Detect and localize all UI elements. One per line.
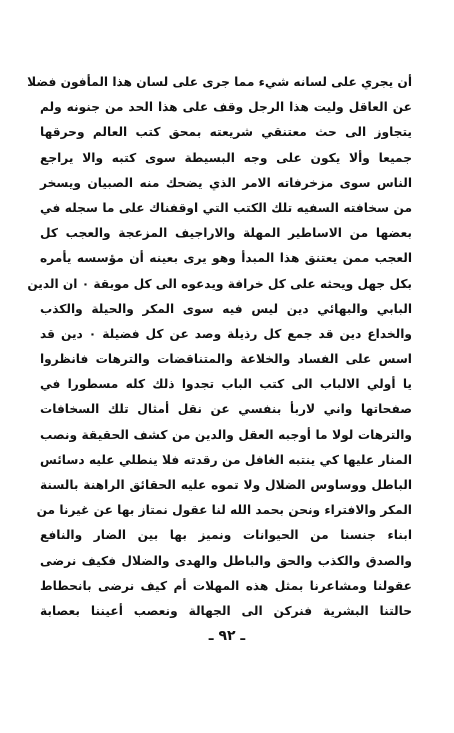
text-line: من سخافته السفيه تلك الكتب التي اوقفناك على ما سجله في	[40, 200, 412, 215]
text-line: حالتنا البشرية فنركن الى الجهالة ونعصب أعيننا بعصابة	[40, 603, 412, 618]
text-line: والخداع دين قد جمع كل رذيلة وصد عن كل فضيلة ٠ دين قد	[40, 326, 412, 341]
text-line: اسس على الفساد والخلاعة والمتناقضات والترهات فانظروا	[40, 352, 412, 367]
page-number: ـ ٩٢ ـ	[208, 628, 246, 644]
text-line: عن العاقل وليت هذا الرجل وقف على هذا الحد من جنونه ولم	[40, 100, 412, 115]
text-line: بكل جهل ويحثه على كل خرافة ويدعوه الى كل موبقة ٠ ان الدين	[27, 276, 412, 291]
text-line: المنار عليها كي ينتبه الغافل من رقدته فلا ينطلي عليه دسائس	[40, 452, 412, 467]
text-line: ابناء جنسنا من الحيوانات ونميز بها بين الضار والنافع	[40, 528, 412, 543]
text-line: البابي والبهائي دين ليس فيه سوى المكر والحيلة والكذب	[40, 301, 412, 316]
text-line: يا أولي الالباب الى كتب الباب تجدوا ذلك كله مسطورا في	[40, 377, 412, 392]
text-line: والترهات لولا ما أوجبه العقل والدين من كشف الحقيقة ونصب	[40, 427, 412, 442]
text-line: يتجاوز الى حث معتنقي شريعته بمحق كتب العالم وحرقها	[40, 125, 412, 140]
text-line: عقولنا ومشاعرنا بمثل هذه المهلات أم كيف نرضى بانحطاط	[40, 578, 412, 593]
text-line: الناس سوى مزخرفاته الامر الذي يضحك منه الصبيان ويسخر	[40, 175, 412, 190]
text-line: المكر والافتراء ونحن بحمد الله لنا عقول نمتاز بها عن غيرنا من	[36, 503, 412, 518]
text-line: العجب ممن يعتنق هذا المبدأ وهو يرى بعينه أن مؤسسه يأمره	[40, 251, 412, 266]
text-line: صفحاتها واني لاربأ بنفسي عن نقل أمثال تلك السخافات	[40, 402, 412, 417]
text-line: والصدق والكذب والحق والباطل والهدى والضلال فكيف نرضى	[40, 553, 412, 568]
text-line: بعضها من الاساطير المهلة والاراجيف المزعجة والعجب كل	[40, 226, 412, 241]
text-line: أن يجري على لسانه شيء مما جرى على لسان هذا المأفون فضلا	[27, 75, 412, 89]
text-line: جميعا وألا يكون على وجه البسيطة سوى كتبه والا يراجع	[40, 150, 412, 165]
body-text	[27, 70, 412, 624]
text-line: الباطل ووساوس الضلال ولا تموه عليه الحقائق الراهنة بالسنة	[40, 478, 412, 492]
